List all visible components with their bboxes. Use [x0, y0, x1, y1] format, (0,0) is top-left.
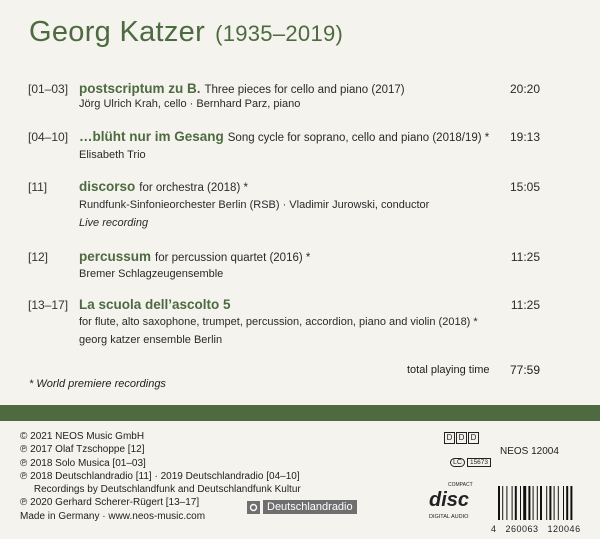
track-number: [01–03] [28, 82, 69, 96]
track-instrumentation: for flute, alto saxophone, trumpet, percussion, accordion, piano and violin (2018) * [79, 316, 478, 328]
radio-logo-icon [247, 501, 260, 514]
track-duration: 11:25 [510, 250, 540, 264]
track-number: [13–17] [28, 298, 69, 312]
credit-line: Made in Germany · www.neos-music.com [20, 510, 206, 522]
track-description: Song cycle for soprano, cello and piano (2018/19) * [227, 132, 490, 144]
deutschlandradio-logo [247, 500, 357, 514]
credit-line: ℗ 2018 Solo Musica [01–03] [20, 457, 146, 469]
lc-icon: LC [450, 458, 465, 467]
track-heading [79, 296, 231, 314]
ddd-letter: D [468, 432, 479, 444]
track-duration: 15:05 [509, 180, 540, 194]
track-description: for percussion quartet (2016) * [155, 252, 311, 264]
composer-name: Georg Katzer [29, 16, 206, 48]
track-heading [79, 80, 405, 98]
track-description: for orchestra (2018) * [139, 182, 248, 194]
credit-line: ℗ 2018 Deutschlandradio [11] · 2019 Deutschlandradio [04–10] [20, 470, 300, 482]
track-duration: 20:20 [509, 82, 540, 96]
credit-line: ℗ 2017 Olaf Tzschoppe [12] [20, 444, 145, 456]
track-heading [79, 178, 248, 196]
track-performers: Jörg Ulrich Krah, cello · Bernhard Parz, piano [79, 98, 301, 110]
track-number: [04–10] [28, 130, 69, 144]
label-code [450, 458, 491, 467]
compact-disc-logo [428, 476, 473, 527]
track-heading [79, 128, 489, 146]
lc-number: 15673 [467, 458, 491, 467]
ddd-letter: D [456, 432, 467, 444]
credit-line: ℗ 2020 Gerhard Scherer-Rügert [13–17] [20, 497, 200, 509]
track-title: discorso [79, 179, 136, 194]
track-duration: 19:13 [509, 130, 540, 144]
track-performers: Rundfunk-Sinfonieorchester Berlin (RSB) · Vladimir Jurowski, conductor [79, 199, 430, 211]
ddd-letter: D [444, 432, 455, 444]
total-playing-time-label: total playing time [407, 364, 490, 376]
catalog-number: NEOS 12004 [500, 446, 559, 457]
track-heading [79, 248, 310, 266]
track-title: percussum [79, 249, 152, 264]
compact-disc-icon [428, 476, 473, 522]
world-premiere-note: * World premiere recordings [29, 378, 166, 390]
track-title: …blüht nur im Gesang [79, 129, 224, 144]
barcode-icon [496, 486, 576, 522]
barcode-digits: 4 260063 120046 [491, 524, 581, 534]
track-title: postscriptum zu B. [79, 81, 201, 96]
page-title [29, 16, 343, 49]
track-duration: 11:25 [510, 298, 540, 312]
credit-line: Recordings by Deutschlandfunk and Deutschlandfunk Kultur [20, 484, 301, 496]
compact-label: COMPACT [448, 482, 473, 488]
logo-text: Deutschlandradio [263, 500, 357, 514]
track-description: Three pieces for cello and piano (2017) [204, 84, 405, 96]
credit-line: © 2021 NEOS Music GmbH [20, 431, 145, 442]
track-number: [11] [28, 180, 48, 194]
track-note: Live recording [79, 217, 149, 229]
disc-word: disc [429, 489, 470, 511]
track-performers: Bremer Schlagzeugensemble [79, 268, 224, 280]
divider-bar [0, 405, 600, 421]
track-number: [12] [28, 250, 49, 264]
track-title: La scuola dell’ascolto 5 [79, 297, 231, 312]
total-playing-time: 77:59 [509, 363, 540, 377]
composer-years: (1935–2019) [215, 21, 344, 46]
digital-audio-label: DIGITAL AUDIO [429, 514, 469, 520]
track-performers: georg katzer ensemble Berlin [79, 334, 223, 346]
ddd-badge [444, 432, 479, 444]
track-performers: Elisabeth Trio [79, 149, 146, 161]
